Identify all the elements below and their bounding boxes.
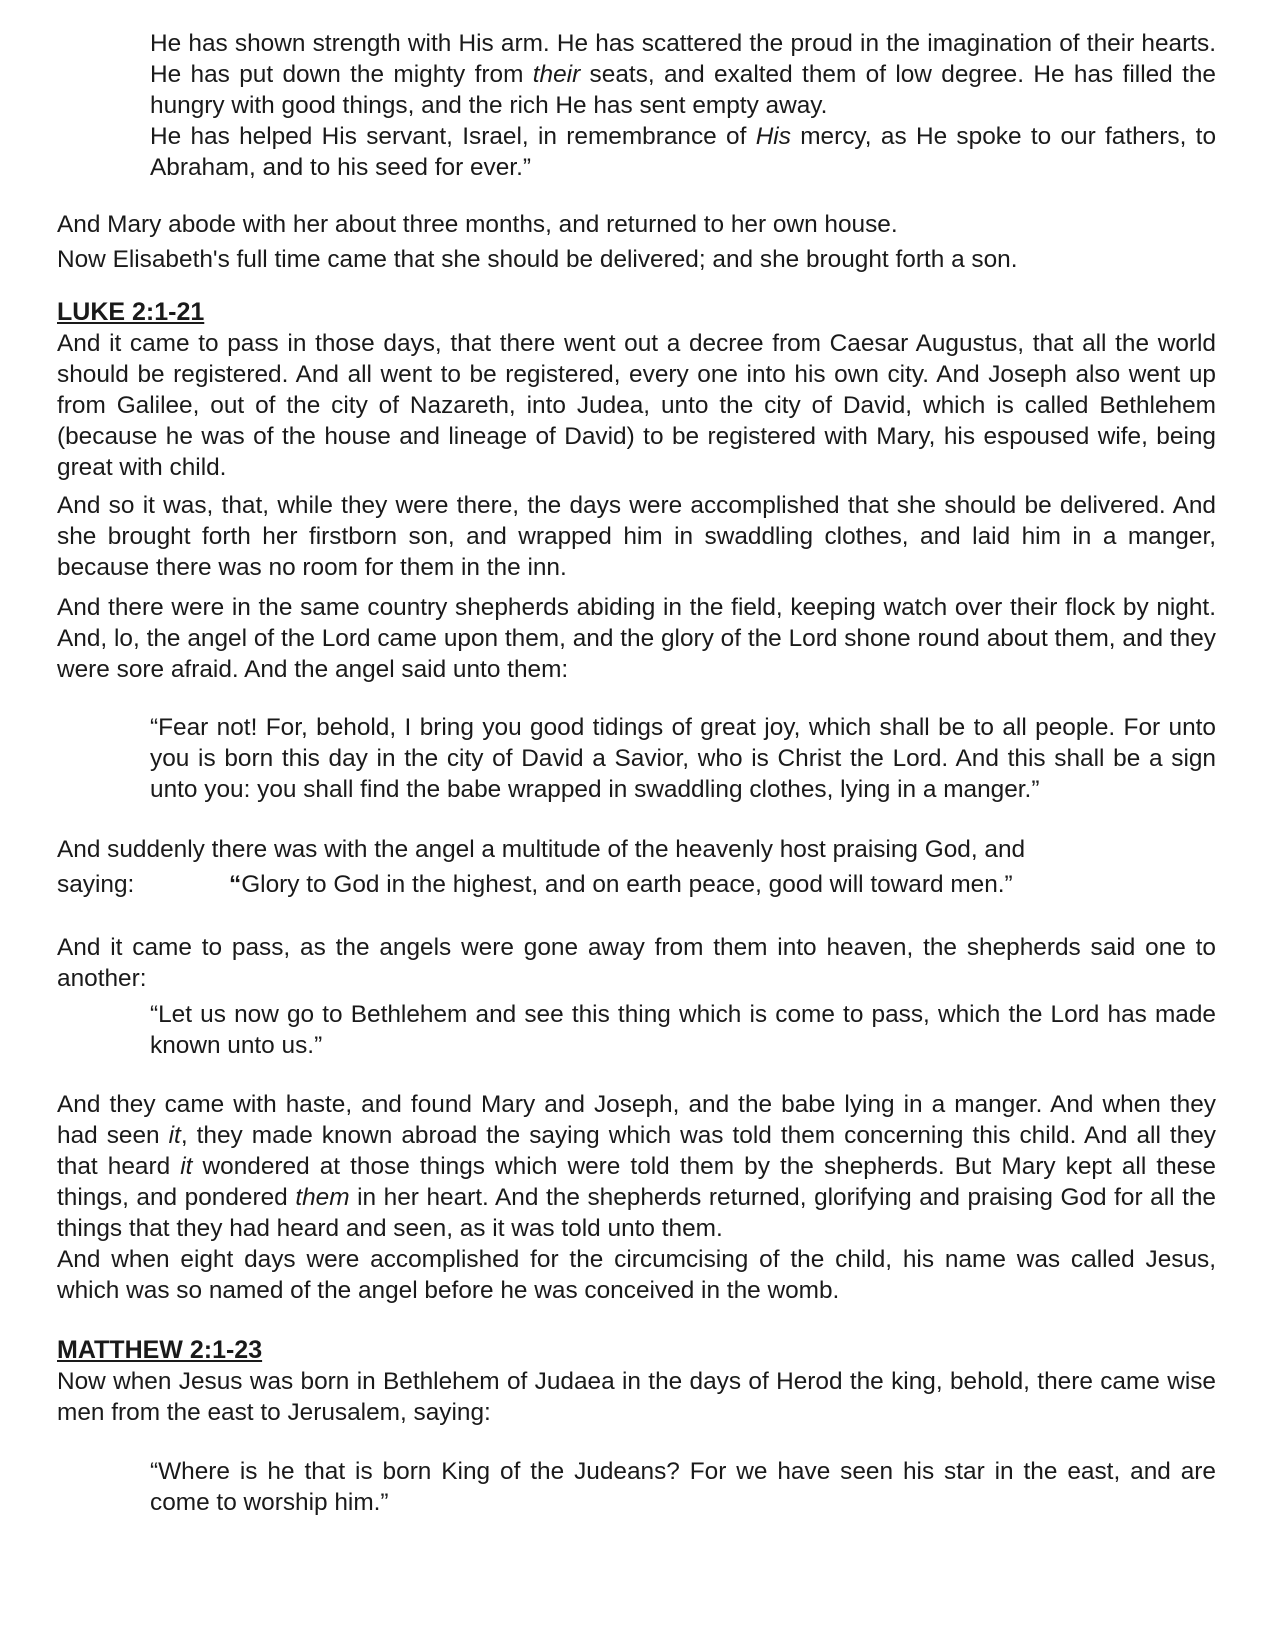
text-run: wondered at those things which were told them by the shepherds. But Mary kept all these things, and pondered (57, 1153, 1216, 1211)
text-run: , they made known abroad the saying which was told them concerning this child. And all they that heard (57, 1122, 1217, 1180)
paragraph-luke-5: And it came to pass, as the angels were gone away from them into heaven, the shepherds said one to another: (57, 934, 1216, 992)
italic-run: their (532, 61, 581, 88)
text-run: He has helped His servant, Israel, in remembrance of (150, 123, 756, 150)
italic-run: His (755, 123, 791, 150)
text-run: mercy, as He spoke to our fathers, to Abraham, and to his seed for ever.” (150, 123, 1217, 181)
paragraph-matthew-1: Now when Jesus was born in Bethlehem of Judaea in the days of Herod the king, behold, there came wise men from the east to Jerusalem, saying: (57, 1368, 1216, 1426)
bold-open-quote: “ (229, 871, 242, 898)
text-run: in her heart. And the shepherds returned, glorifying and praising God for all the things that they had heard and seen, as it was told unto them. (57, 1184, 1216, 1242)
italic-run: it (168, 1122, 181, 1149)
italic-run: them (295, 1184, 350, 1211)
italic-run: it (180, 1153, 193, 1180)
angel-quote: “Fear not! For, behold, I bring you good tidings of great joy, which shall be to all people. For unto you is born this day in the city of David a Savior, who is Christ the Lord. And this shall be a sign unto you: you shall find the babe wrapped in swaddling clothes, lying in a manger.” (150, 714, 1216, 803)
document-page (57, 28, 1216, 1518)
paragraph-luke-4: And suddenly there was with the angel a multitude of the heavenly host praising God, and (57, 836, 1026, 863)
paragraph-elisabeth: Now Elisabeth's full time came that she should be delivered; and she brought forth a son. (57, 246, 1018, 273)
text-run: And they came with haste, and found Mary and Joseph, and the babe lying in a manger. And when they had seen (57, 1091, 1216, 1149)
shepherds-quote: “Let us now go to Bethlehem and see this thing which is come to pass, which the Lord has made known unto us.” (150, 1001, 1216, 1059)
paragraph-luke-2: And so it was, that, while they were there, the days were accomplished that she should be delivered. And she brought forth her firstborn son, and wrapped him in swaddling clothes, and laid him in a manger, because there was no room for them in the inn. (57, 492, 1216, 581)
wise-men-quote: “Where is he that is born King of the Judeans? For we have seen his star in the east, and are come to worship him.” (150, 1458, 1216, 1516)
paragraph-luke-6 (57, 1089, 1216, 1244)
magnificat-quote-1 (150, 28, 1216, 121)
paragraph-luke-1: And it came to pass in those days, that there went out a decree from Caesar Augustus, that all the world should be registered. And all went to be registered, every one into his own city. And Joseph also went up from Galilee, out of the city of Nazareth, into Judea, unto the city of David, which is called Bethlehem (because he was of the house and lineage of David) to be registered with Mary, his espoused wife, being great with child. (57, 330, 1216, 481)
heading-luke: LUKE 2:1-21 (57, 298, 205, 326)
paragraph-luke-3: And there were in the same country shepherds abiding in the field, keeping watch over their flock by night. And, lo, the angel of the Lord came upon them, and the glory of the Lord shone round about them, and they were sore afraid. And the angel said unto them: (57, 594, 1216, 683)
paragraph-mary-abode: And Mary abode with her about three months, and returned to her own house. (57, 211, 898, 238)
paragraph-luke-7: And when eight days were accomplished for the circumcising of the child, his name was called Jesus, which was so named of the angel before he was conceived in the womb. (57, 1246, 1216, 1304)
glory-quote: Glory to God in the highest, and on earth peace, good will toward men.” (241, 871, 1013, 898)
paragraph-luke-4-saying (57, 869, 1216, 900)
magnificat-quote-2 (150, 121, 1216, 183)
saying-label: saying: (57, 871, 135, 898)
text-run: seats, and exalted them of low degree. He has filled the hungry with good things, and the rich He has sent empty away. (150, 61, 1217, 119)
text-run: He has shown strength with His arm. He has scattered the proud in the imagination of their hearts. He has put down the mighty from (150, 30, 1216, 88)
heading-matthew: MATTHEW 2:1-23 (57, 1336, 263, 1364)
